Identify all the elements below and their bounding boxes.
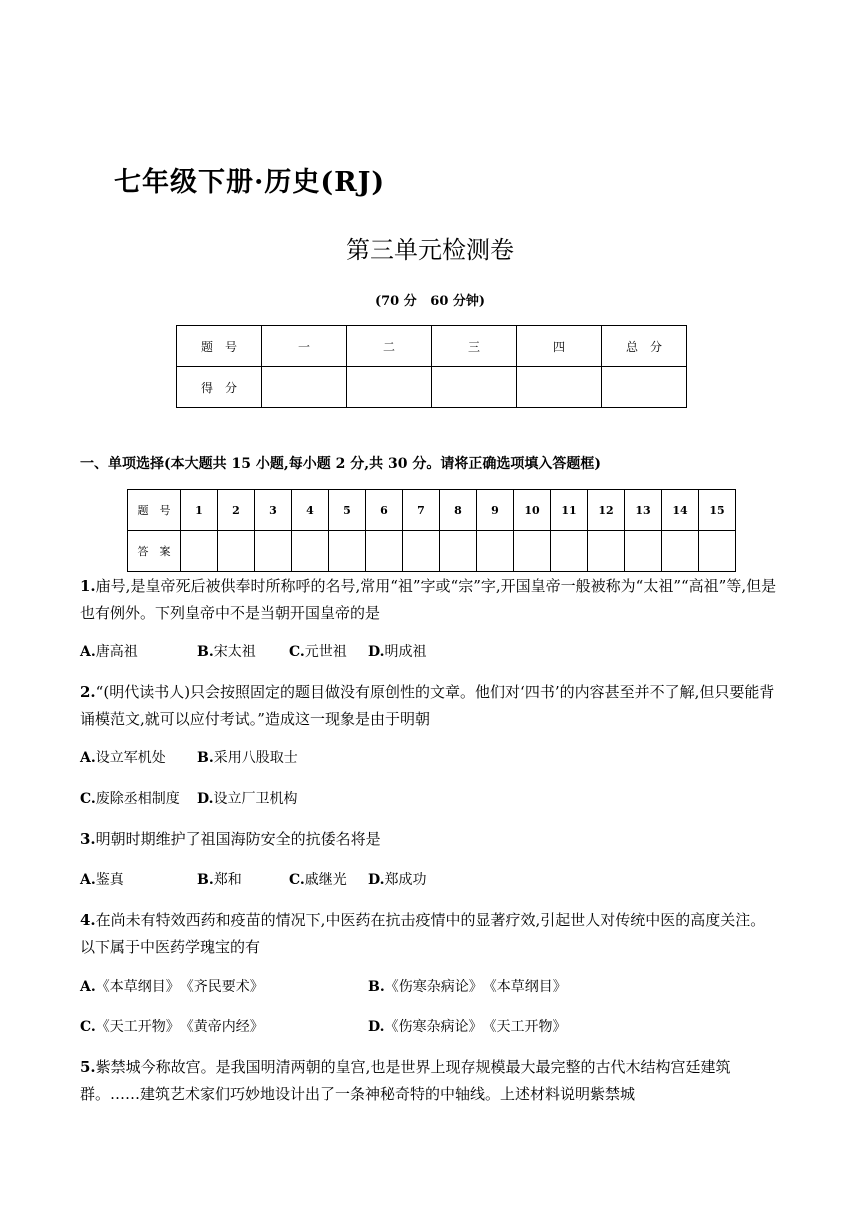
option-text: 元世祖 [304, 644, 347, 660]
question-number: 4. [80, 911, 96, 929]
answer-table [127, 489, 736, 572]
option-letter: A. [80, 872, 96, 888]
option-d[interactable] [197, 788, 298, 808]
option-letter: C. [80, 791, 96, 807]
option-text: 鉴真 [95, 872, 124, 888]
score-input-cell[interactable] [347, 367, 432, 408]
option-letter: C. [80, 1019, 96, 1035]
option-letter: D. [368, 1019, 385, 1035]
answer-table-number: 3 [255, 490, 292, 531]
option-c[interactable] [80, 1016, 264, 1036]
option-text: 废除丞相制度 [95, 791, 180, 807]
score-table-cell: 一 [262, 326, 347, 367]
score-input-cell[interactable] [432, 367, 517, 408]
option-letter: A. [80, 979, 96, 995]
option-c[interactable] [80, 788, 180, 808]
score-table-score-row [177, 367, 687, 408]
option-text: 《天工开物》 《黄帝内经》 [95, 1019, 264, 1035]
answer-cell[interactable] [477, 531, 514, 572]
option-b[interactable] [197, 747, 298, 767]
question-5 [80, 1054, 780, 1108]
answer-cell[interactable] [329, 531, 366, 572]
option-letter: D. [197, 791, 214, 807]
option-letter: B. [197, 644, 214, 660]
section-title: 一、单项选择(本大题共 15 小题,每小题 2 分,共 30 分。请将正确选项填入答题框) [80, 456, 601, 472]
answer-cell[interactable] [440, 531, 477, 572]
option-d[interactable] [368, 1016, 567, 1036]
test-title: 第三单元检测卷 [346, 236, 514, 264]
option-b[interactable] [197, 869, 242, 889]
score-table-cell: 四 [517, 326, 602, 367]
answer-table-number: 1 [181, 490, 218, 531]
score-table-header-row [177, 326, 687, 367]
option-text: 《伤寒杂病论》 《天工开物》 [384, 1019, 567, 1035]
answer-cell[interactable] [255, 531, 292, 572]
answer-cell[interactable] [181, 531, 218, 572]
answer-cell[interactable] [588, 531, 625, 572]
option-letter: B. [197, 750, 214, 766]
option-letter: D. [368, 644, 385, 660]
question-text: 在尚未有特效西药和疫苗的情况下,中医药在抗击疫情中的显著疗效,引起世人对传统中医的高度关注。以下属于中医药学瑰宝的有 [80, 911, 766, 956]
book-title: 七年级下册·历史(RJ) [114, 167, 386, 198]
score-table-cell: 二 [347, 326, 432, 367]
option-text: 明成祖 [384, 644, 427, 660]
question-text: 紫禁城今称故宫。是我国明清两朝的皇宫,也是世界上现存规模最大最完整的古代木结构宫廷建筑群。……建筑艺术家们巧妙地设计出了一条神秘奇特的中轴线。上述材料说明紫禁城 [80, 1058, 731, 1103]
answer-cell[interactable] [514, 531, 551, 572]
answer-cell[interactable] [662, 531, 699, 572]
score-table-cell: 三 [432, 326, 517, 367]
option-c[interactable] [289, 869, 347, 889]
score-table [176, 325, 687, 408]
option-text: 郑和 [213, 872, 242, 888]
option-d[interactable] [368, 869, 427, 889]
answer-cell[interactable] [551, 531, 588, 572]
answer-table-number-row [128, 490, 736, 531]
option-letter: A. [80, 750, 96, 766]
option-text: 设立军机处 [95, 750, 166, 766]
option-letter: A. [80, 644, 96, 660]
answer-table-number: 15 [699, 490, 736, 531]
answer-table-header-cell: 题 号 [128, 490, 181, 531]
answer-table-answer-row [128, 531, 736, 572]
answer-cell[interactable] [625, 531, 662, 572]
answer-table-number: 4 [292, 490, 329, 531]
option-text: 唐高祖 [95, 644, 138, 660]
score-input-cell[interactable] [262, 367, 347, 408]
option-text: 宋太祖 [213, 644, 256, 660]
option-b[interactable] [197, 641, 256, 661]
answer-cell[interactable] [366, 531, 403, 572]
option-a[interactable] [80, 869, 124, 889]
question-number: 3. [80, 830, 96, 848]
answer-table-number: 11 [551, 490, 588, 531]
score-input-cell[interactable] [517, 367, 602, 408]
question-3 [80, 826, 780, 853]
option-text: 《本草纲目》 《齐民要术》 [95, 979, 264, 995]
score-table-cell: 得 分 [177, 367, 262, 408]
answer-table-number: 12 [588, 490, 625, 531]
question-text: 明朝时期维护了祖国海防安全的抗倭名将是 [95, 830, 381, 848]
answer-table-number: 8 [440, 490, 477, 531]
option-c[interactable] [289, 641, 347, 661]
question-4 [80, 907, 780, 961]
answer-table-number: 5 [329, 490, 366, 531]
question-1 [80, 573, 780, 627]
question-number: 5. [80, 1058, 96, 1076]
answer-table-number: 10 [514, 490, 551, 531]
score-table-cell: 总 分 [602, 326, 687, 367]
answer-table-number: 2 [218, 490, 255, 531]
test-meta: (70 分 60 分钟) [374, 294, 486, 309]
answer-table-number: 13 [625, 490, 662, 531]
option-letter: B. [368, 979, 385, 995]
score-table-cell: 题 号 [177, 326, 262, 367]
option-text: 《伤寒杂病论》 《本草纲目》 [384, 979, 567, 995]
answer-table-number: 6 [366, 490, 403, 531]
option-letter: C. [289, 644, 305, 660]
question-number: 2. [80, 683, 96, 701]
option-text: 采用八股取士 [213, 750, 298, 766]
answer-table-header-cell: 答 案 [128, 531, 181, 572]
option-letter: C. [289, 872, 305, 888]
option-text: 戚继光 [304, 872, 347, 888]
answer-cell[interactable] [699, 531, 736, 572]
score-input-cell[interactable] [602, 367, 687, 408]
question-2 [80, 679, 780, 733]
answer-cell[interactable] [218, 531, 255, 572]
answer-cell[interactable] [292, 531, 329, 572]
answer-table-number: 14 [662, 490, 699, 531]
question-text: 庙号,是皇帝死后被供奉时所称呼的名号,常用“祖”字或“宗”字,开国皇帝一般被称为“太祖”“高祖”等,但是也有例外。下列皇帝中不是当朝开国皇帝的是 [80, 577, 777, 622]
question-number: 1. [80, 577, 96, 595]
option-text: 设立厂卫机构 [213, 791, 298, 807]
answer-cell[interactable] [403, 531, 440, 572]
answer-table-number: 7 [403, 490, 440, 531]
option-a[interactable] [80, 747, 166, 767]
option-letter: D. [368, 872, 385, 888]
option-letter: B. [197, 872, 214, 888]
answer-table-number: 9 [477, 490, 514, 531]
option-a[interactable] [80, 976, 264, 996]
option-b[interactable] [368, 976, 567, 996]
option-a[interactable] [80, 641, 138, 661]
option-d[interactable] [368, 641, 427, 661]
question-text: “(明代读书人)只会按照固定的题目做没有原创性的文章。他们对‘四书’的内容甚至并不了解,但只要能背诵模范文,就可以应付考试。”造成这一现象是由于明朝 [80, 683, 775, 728]
option-text: 郑成功 [384, 872, 427, 888]
